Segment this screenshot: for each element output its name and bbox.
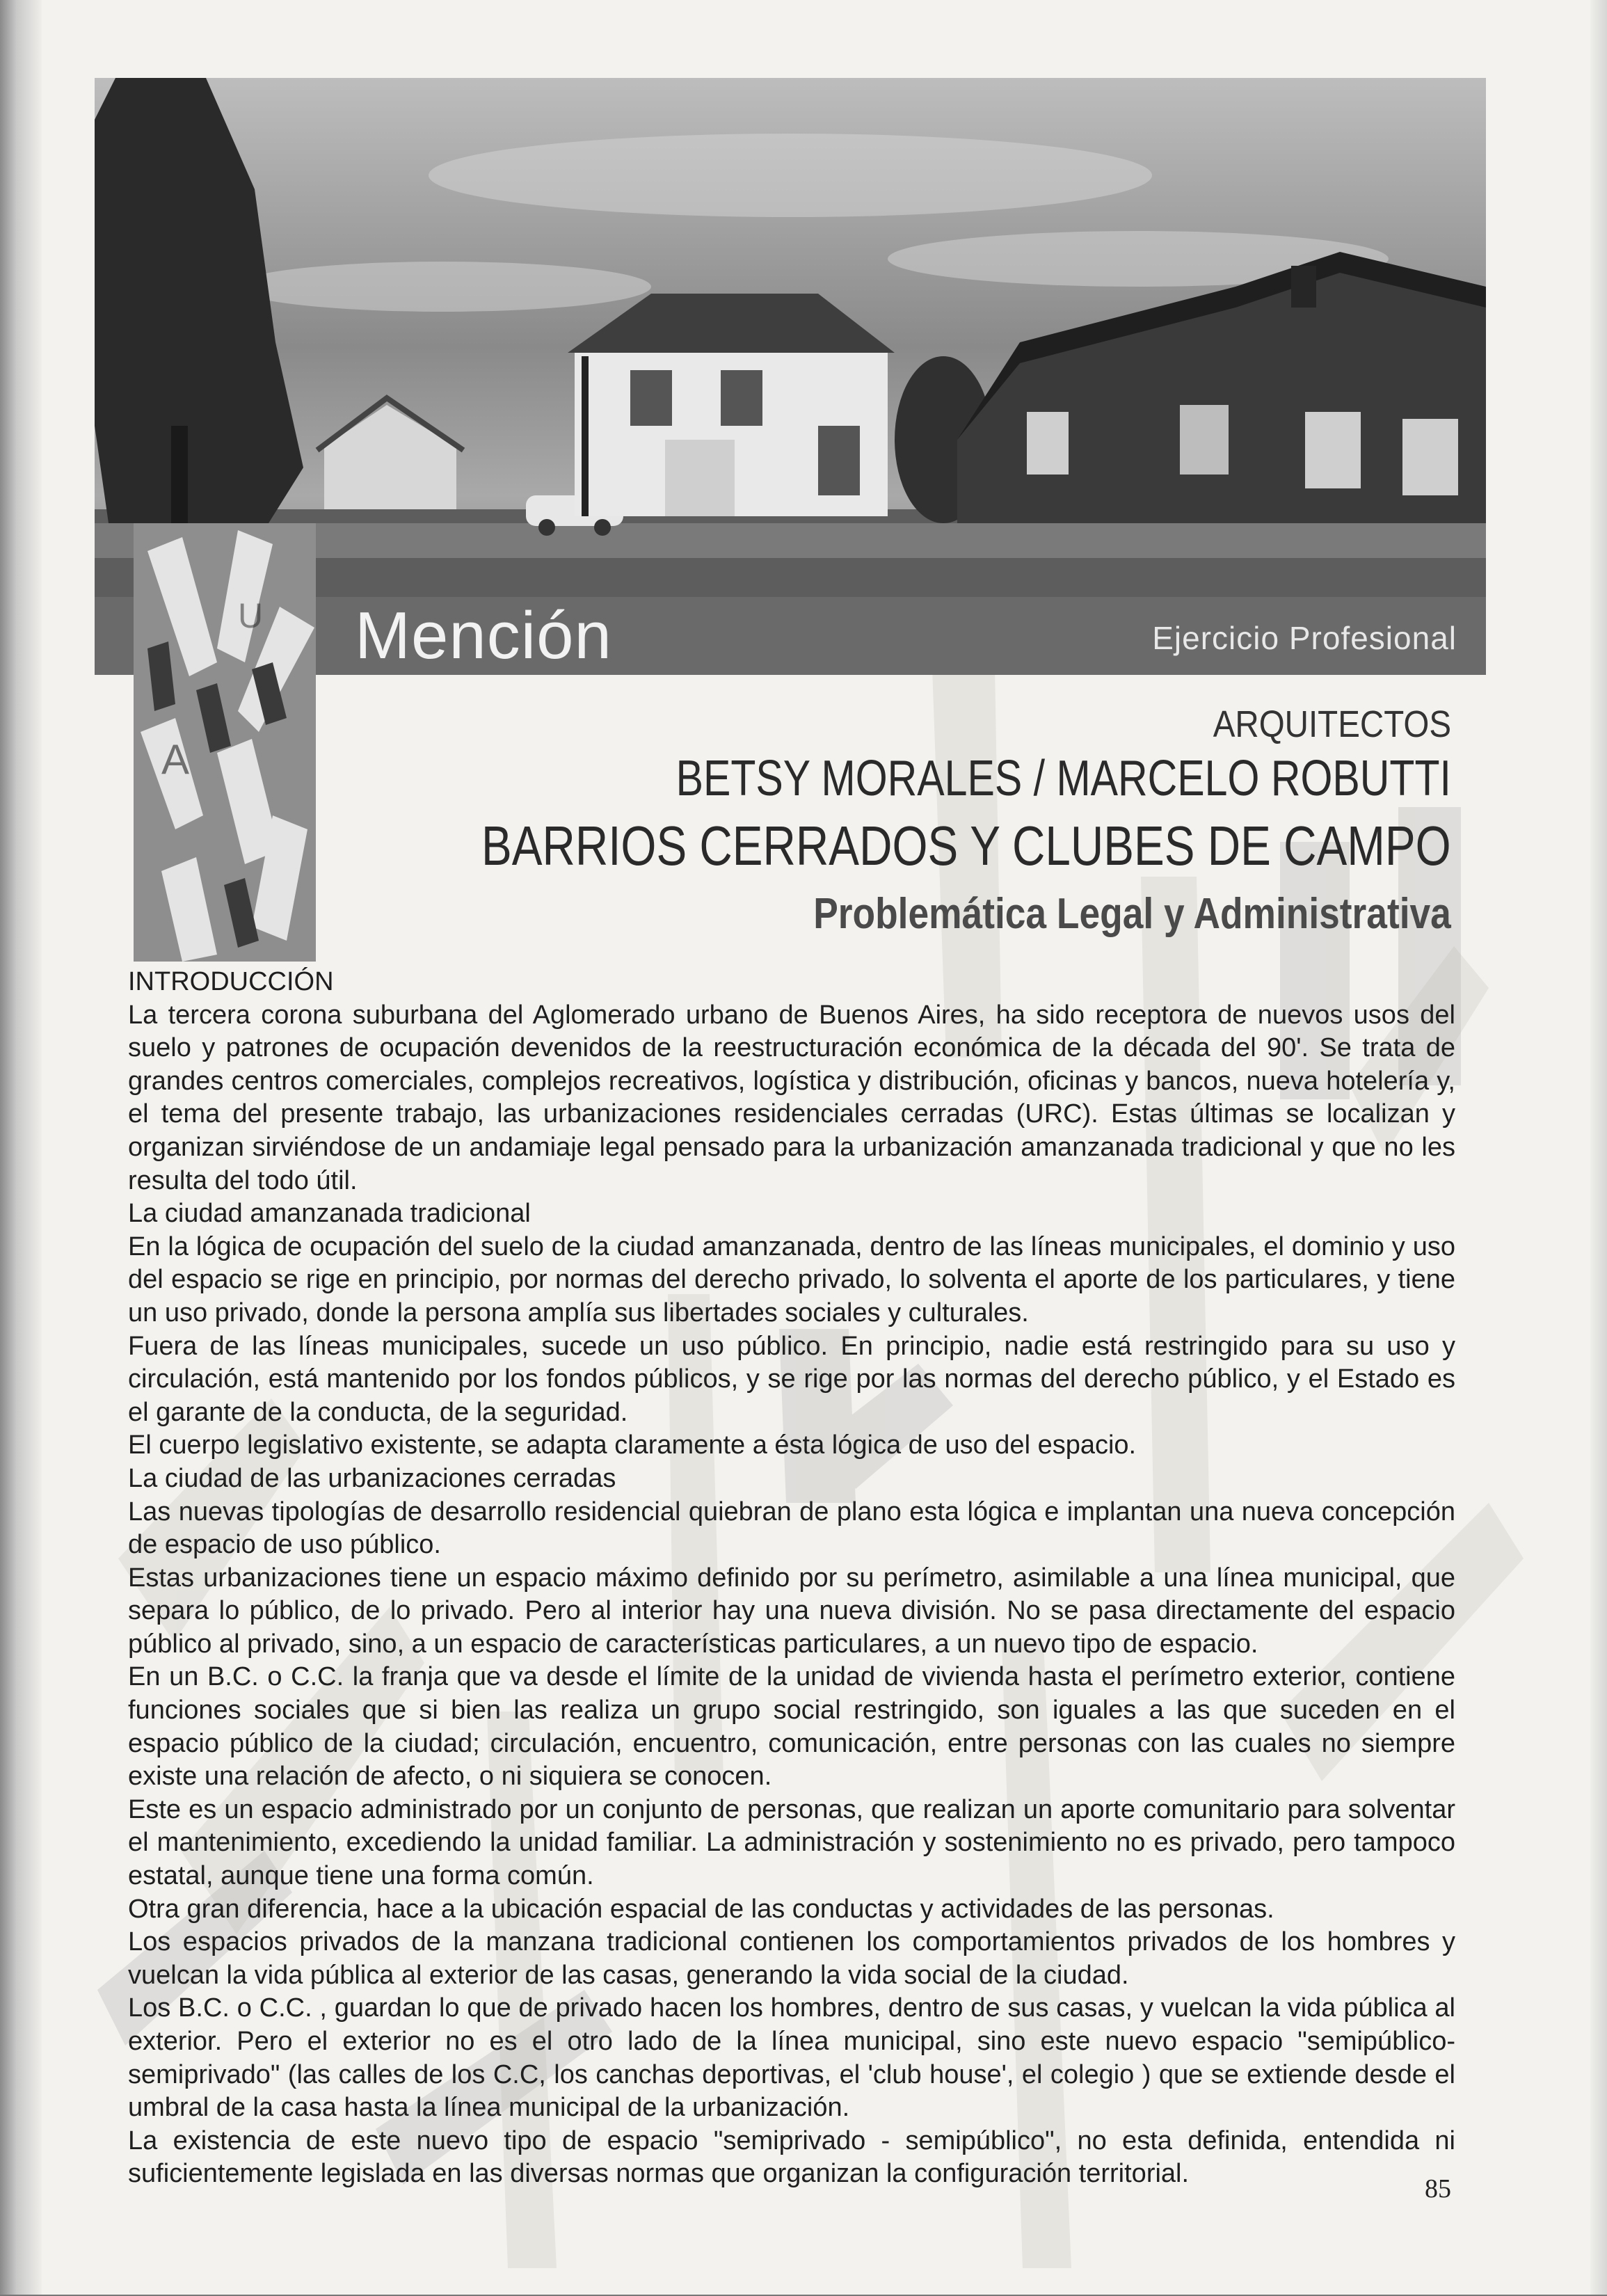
paragraph: Otra gran diferencia, hace a la ubicación espacial de las conductas y actividades de las personas. (128, 1894, 1274, 1924)
mention-label: Mención (355, 598, 612, 673)
section-heading: La ciudad amanzanada tradicional (128, 1199, 531, 1229)
article-subtitle: Problemática Legal y Administrativa (813, 890, 1451, 938)
article-body (128, 966, 1455, 2191)
svg-text:A: A (161, 736, 190, 783)
section-heading: La ciudad de las urbanizaciones cerradas (128, 1463, 616, 1493)
decorative-graphic (134, 523, 316, 962)
paragraph: La existencia de este nuevo tipo de espacio "semiprivado - semipúblico", no esta definida, entendida ni suficientemente legislada en las diversas normas que organizan la configuración territorial. (128, 2126, 1455, 2189)
page-edge (1590, 0, 1607, 2296)
svg-text:U: U (238, 596, 264, 635)
paragraph: Las nuevas tipologías de desarrollo residencial quiebran de plano esta lógica e implantan una nueva concepción de espacio de uso público. (128, 1497, 1455, 1560)
page-number: 85 (1425, 2174, 1451, 2203)
paragraph: En un B.C. o C.C. la franja que va desde el límite de la unidad de vivienda hasta el perímetro exterior, contiene funciones sociales que si bien las realiza un grupo social restringido, son iguales a las que suceden en el espacio público de la ciudad; circulación, encuentro, comunicación, entre personas con las cuales no siempre existe una relación de afecto, o ni siquiera se conocen. (128, 1662, 1455, 1792)
paragraph: El cuerpo legislativo existente, se adapta claramente a ésta lógica de uso del espacio. (128, 1430, 1137, 1460)
article-title: BARRIOS CERRADOS Y CLUBES DE CAMPO (481, 815, 1451, 877)
paragraph: Fuera de las líneas municipales, sucede un uso público. En principio, nadie está restringido para su uso y circulación, está mantenido por los fondos públicos, y se rige por las normas del derecho público, y el Estado es el garante de la conducta, de la seguridad. (128, 1331, 1455, 1427)
authors-role: ARQUITECTOS (1213, 703, 1451, 745)
authors-names: BETSY MORALES / MARCELO ROBUTTI (675, 751, 1451, 806)
paragraph: La tercera corona suburbana del Aglomerado urbano de Buenos Aires, ha sido receptora de nuevos usos del suelo y patrones de ocupación devenidos de la reestructuración económica de la década del 90'. Se trata de grandes centros comerciales, complejos recreativos, logística y distribución, oficinas y bancos, nueva hotelería y, el tema del presente trabajo, las urbanizaciones residenciales cerradas (URC). Estas últimas se localizan y organizan sirviéndose de un andamiaje legal pensado para la urbanización amanzanada tradicional y que no les resulta del todo útil. (128, 1000, 1455, 1195)
book-spine-shadow (0, 0, 42, 2296)
paragraph: Este es un espacio administrado por un conjunto de personas, que realizan un aporte comunitario para solventar el mantenimiento, excediendo la unidad familiar. La administración y sostenimiento no es privado, pero tampoco estatal, aunque tiene una forma común. (128, 1794, 1455, 1891)
section-label: Ejercicio Profesional (1152, 620, 1457, 656)
intro-heading: INTRODUCCIÓN (128, 967, 334, 996)
paragraph: En la lógica de ocupación del suelo de la ciudad amanzanada, dentro de las líneas municipales, el dominio y uso del espacio se rige en principio, por normas del derecho privado, lo solventa el aporte de los particulares, y tiene un uso privado, donde la persona amplía sus libertades sociales y culturales. (128, 1231, 1455, 1328)
paragraph: Los B.C. o C.C. , guardan lo que de privado hacen los hombres, dentro de sus casas, y vuelcan la vida pública al exterior. Pero el exterior no es el otro lado de la línea municipal, sino este nuevo espacio "semipúblico-semiprivado" (las calles de los C.C, los canchas deportivas, el 'club house', el colegio ) que se extiende desde el umbral de la casa hasta la línea municipal de la urbanización. (128, 1993, 1455, 2123)
paragraph: Los espacios privados de la manzana tradicional contienen los comportamientos privados de los hombres y vuelcan la vida pública al exterior de las casas, generando la vida social de la ciudad. (128, 1927, 1455, 1990)
paragraph: Estas urbanizaciones tiene un espacio máximo definido por su perímetro, asimilable a una línea municipal, que separa lo público, de lo privado. Pero al interior hay una nueva división. No se pasa directamente del espacio público al privado, sino, a un espacio de características particulares, a un nuevo tipo de espacio. (128, 1563, 1455, 1659)
